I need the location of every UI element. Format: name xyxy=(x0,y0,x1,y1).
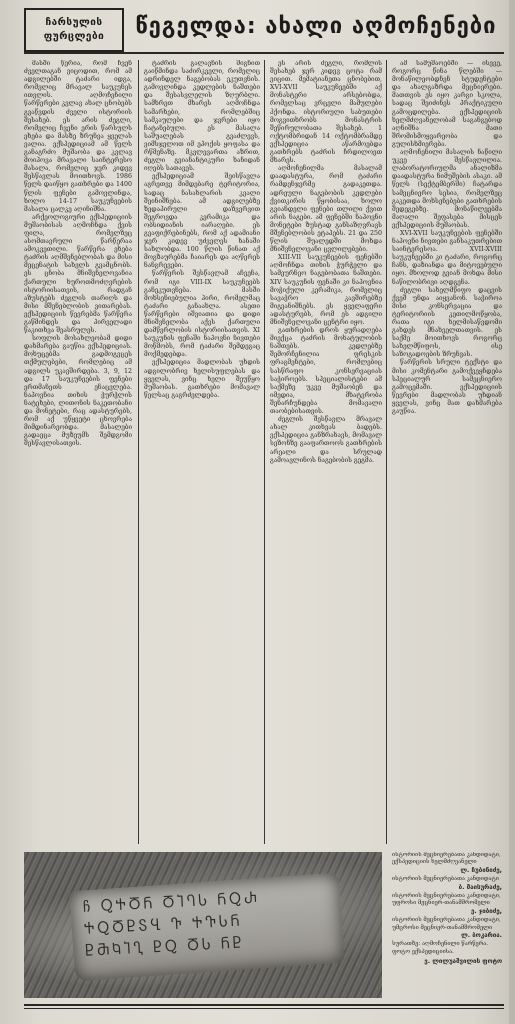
paragraph: ძეგლი სახელმწიფო დაცვის ქვეშ უნდა აიყვანონ. საჭიროა მისი კონსერვაცია და ტერიტორიის კეთილმოწყობა, რათა იგი ხელმისაწვდომი გახდეს მნახველთათვის. ეს საქმე მოითხოვს როგორც სახელმწიფოს, ისე საზოგადოების ზრუნვას. xyxy=(392,286,502,359)
article-column-2 xyxy=(144,60,260,844)
signature-name: ე. ჯიბიძე, xyxy=(470,907,502,915)
column-divider xyxy=(138,60,139,844)
article-column-4 xyxy=(392,60,502,844)
column-divider xyxy=(386,60,387,844)
signature xyxy=(392,893,502,915)
inscription-line: ჩ ႭႵႣႬ ႣႨႤႱ ႬႭႰ xyxy=(82,890,261,916)
paragraph: ექსპედიცია მადლობას უხდის ადგილობრივ ხელისუფლებას და ყველას, ვინც ხელი შეუწყო მუშაობას. გათხრები მომავალ წელსაც გაგრძელდება. xyxy=(144,359,260,399)
column-divider xyxy=(264,60,265,844)
signature-name: ლ. ჩუბინიძე, xyxy=(460,866,502,874)
footer-rule xyxy=(24,1004,504,1006)
paragraph: სოფლის მოსახლეობამ დიდი დახმარება გაუწია ექსპედიციას. მოხუცებმა გადმოგვცეს თქმულებები, რომლებიც ამ ადგილს უკავშირდება. 3, 9, 12 და 17 საუკუნეების ფენები ერთმანეთს ენაცვლება. ნაპოვნია თიხის ჭურჭლის ნატეხები, ლითონის ნაკეთობანი და მონეტები, რაც ადასტურებს, რომ აქ უწყვეტი ცხოვრება მიმდინარეობდა. მასალები გადაეცა მუზეუმს შემდგომი შესწავლისათვის. xyxy=(24,335,132,448)
signature-name: ბ. მაისურაძე, xyxy=(458,883,502,891)
paragraph: წარწერის შესწავლამ აჩვენა, რომ იგი VIII-IX საუკუნეებს განეკუთვნება. მასში მოხსენიებულია პირი, რომელმაც ტაძარი განაახლა. ასეთი წარწერები იშვიათია და დიდი მნიშვნელობა აქვს ქართული დამწერლობის ისტორიისათვის. XI საუკუნის ფენაში ნაპოვნი ნივთები მოწმობს, რომ ტაძარი შემდეგაც მოქმედებდა. xyxy=(144,270,260,359)
author-signatures xyxy=(392,852,502,1002)
paragraph: აღმოჩენილმა მასალამ დაადასტურა, რომ ტაძარი რამდენჯერმე გადაკეთდა. ადრეული ნაგებობის კედლები ქვითკირის წყობისაა, ხოლო გვიანდელი ფენები თლილი ქვით არის ნაგები. ამ ფენებში ნაპოვნი მონეტები ზუსტად განსაზღვრავს მშენებლობის ეტაპებს. 21 და 250 წლის შუალედში მოხდა მნიშვნელოვანი ცვლილებები. xyxy=(270,165,382,254)
photo-credit-name: ვ. ლილუაშვილის ფოტო xyxy=(424,958,502,966)
paragraph: ექსპედიციამ შეისწავლა აგრეთვე მიმდებარე ტერიტორია, სადაც ნასახლარის კვალი შეინიშნება. ამ ადგილებზე ზედაპირული დაზვერვით შეგროვდა კერამიკა და ობსიდიანის იარაღები. ეს გვაფიქრებინებს, რომ აქ ადამიანი ჯერ კიდევ უძველეს ხანაში სახლობდა. 100 წლის წინათ აქ მოგზაურებმა ჩაიარეს და აღწერეს ნანგრევები. xyxy=(144,173,260,270)
paragraph: ძეგლის შესწავლა მრავალ ახალ კითხვას ბადებს. ექსპედიცია განზრახავს, მომავალ სეზონზე გააფართოოს გათხრების არეალი და სრულად გამოავლინოს ნაგებობის გეგმა. xyxy=(270,416,382,464)
inscription-photo xyxy=(24,852,382,998)
article-headline: წეგელდა: ახალი აღმოჩენები xyxy=(135,13,497,39)
signature xyxy=(392,917,502,939)
photo-caption xyxy=(392,941,502,956)
footer-rule-thin xyxy=(24,1008,504,1009)
stone-inscription xyxy=(82,883,345,963)
signature xyxy=(392,876,502,891)
photo-credit xyxy=(392,958,502,965)
signature-title: ისტორიის მეცნიერებათა კანდიდატი, ექსპედიციის ხელმძღვანელი xyxy=(392,852,501,866)
paragraph: ტაძრის გალავნის შიგნით გაიწმინდა საძირკველი, რომელიც ადრინდელ ნაგებობას ეკუთვნის. გამოვლინდა კედლების ნაშთები და შესასვლელის ზღურბლი. სამხრეთ მხარეს აღმოჩნდა სამარხები, რომლებშიც სამკაულები და ჯვრები იყო ჩატანებული. ეს მასალა საშუალებას გვაძლევს, ვიმსჯელოთ იმ ეპოქის ყოფასა და რწმენაზე. მკვლევართა აზრით, ძეგლი გვიანანტიკური ხანიდან იღებს სათავეს. xyxy=(144,60,260,173)
article-column-3 xyxy=(270,60,382,844)
inscription-line: ႲႫႩႨႢ ႲႭ ႣႱ ႬႲ xyxy=(84,935,245,960)
section-rubric xyxy=(24,8,124,52)
paragraph: ეს არის ძეგლი, რომლის შესახებ ჯერ კიდევ ცოტა რამ ვიცით. მემატიანეთა ცნობებით, XVI-XVII საუკუნეებში აქ მონასტერი არსებობდა, რომელსაც ვრცელი მამულები ჰქონდა. ისტორიული საბუთები მოგვითხრობს მონასტრის შეწირულობათა შესახებ. 1 ოქტომბრიდან 14 ოქტომბრამდე ექსპედიცია აწარმოებდა გათხრებს ტაძრის ჩრდილოეთ მხარეს. xyxy=(270,60,382,165)
paragraph: XIII-VII საუკუნეების ფენებში აღმოჩნდა თიხის ჭურჭელი და სამეურნეო ნაგებობათა ნაშთები. XIV საუკუნის ფენაში კი ნაპოვნია მოჭიქული კერამიკა, რომელიც სავაჭრო კავშირებზე მიგვანიშნებს. ეს ყველაფერი ადასტურებს, რომ ეს ადგილი მნიშვნელოვანი ცენტრი იყო. xyxy=(270,254,382,326)
page-edge xyxy=(509,0,515,1024)
paragraph: მასში წერია, რომ ჩვენ ძველთაგან ვიცოდით, რომ ამ ადგილებში ტაძარი იდგა, რომელიც მრავალ საუკუნეს ითვლის. აღმოჩენილი წარწერები კვლავ ახალ ცნობებს გვაწვდის ძველი ისტორიის შესახებ. ეს არის ძეგლი, რომელიც ჩვენი ერის წარსულს ეხება და მასზე ზრუნვა ყველას ვალია. ექსპედიციამ ამ წელს განაგრძო მუშაობა და კვლავ მოიპოვა მრავალი საინტერესო მასალა, რომელიც ჯერ კიდევ შესწავლას მოითხოვს. 1986 წელს დაიწყო გათხრები და 1400 წლის ფენები გამოვლინდა, ხოლო 14-17 საუკუნეების მასალა ცალკე აღინიშნა. xyxy=(24,60,132,213)
header-rule xyxy=(24,52,504,54)
paragraph: წარწერის სრული ტექსტი და მისი კომენტარი გამოქვეყნდება სპეციალურ სამეცნიერო გამოცემაში. ექსპედიციის წევრები მადლობას უხდიან ყველას, ვინც მათ დახმარება გაუწია. xyxy=(392,359,502,416)
paragraph: გათხრების დროს ყურადღება მიექცა ტაძრის მოხატულობის ნაშთებს. კედლებზე შემორჩენილია ფრესკის ფრაგმენტები, რომლებიც სასწრაფო კონსერვაციას საჭიროებს. სპეციალისტები ამ საქმეზე უკვე მუშაობენ და იმედია, მხატვრობა შენარჩუნდება მომავალი თაობებისათვის. xyxy=(270,327,382,416)
paragraph: ამ სამუშაოებში — ისევე, როგორც წინა წლებში — მონაწილეობდნენ სტუდენტები და ახალგაზრდა მეცნიერები. მათთვის ეს იყო კარგი სკოლა, სადაც შეიძინეს პრაქტიკული გამოცდილება. ექსპედიციის ხელმძღვანელობამ საგანგებოდ აღნიშნა მათი შრომისმოყვარეობა და გულისხმიერება. xyxy=(392,60,502,148)
signature-title: ისტორიის მეცნიერებათა კანდიდატი, უფროსი მეცნიერ-თანამშრომელი xyxy=(392,893,501,907)
signature-name: ლ. ბოკარია. xyxy=(461,932,502,940)
signature xyxy=(392,852,502,874)
article-column-1 xyxy=(24,60,132,846)
rubric-line-2: ფურცლები xyxy=(43,31,105,42)
signature-title: ისტორიის მეცნიერებათა კანდიდატი xyxy=(392,876,499,883)
rubric-line-1: ჩარსულის xyxy=(45,17,103,28)
paragraph: არქეოლოგიური ექსპედიციის მუშაობისას აღმოჩნდა ქვის ფილა, რომელზეც ასომთავრული წარწერაა ამოკვეთილი. წარწერა ეხება ტაძრის აღმშენებლობას და მისი მეცენატის სახელს გვამცნობს. ეს ცნობა მნიშვნელოვანია ქართული ხუროთმოძღვრების ისტორიისათვის, რადგან აზუსტებს ძეგლის თარიღს და მისი მშენებლობის ვითარებას. ექსპედიციის წევრებმა წარწერა გაწმინდეს და პირველადი წაკითხვა შეასრულეს. xyxy=(24,213,132,335)
caption-text: სურათზე: აღმოჩენილი წარწერა. ფოტო ექსპედიციისა. xyxy=(392,941,489,955)
paragraph: XVI-XVII საუკუნეების ფენებში ნაპოვნი ნივთები განსაკუთრებით საინტერესოა. XVII-XVIII საუკუნეებში კი ტაძარი, როგორც ჩანს, დაზიანდა და მიტოვებული იყო. მხოლოდ გვიან მოხდა მისი ნაწილობრივი აღდგენა. xyxy=(392,229,502,286)
paragraph: აღმოჩენილი მასალის ნაწილი უკვე შესწავლილია. ლაბორატორიულმა ანალიზმა დაადასტურა ნიმუშების ასაკი. ამ წელს (სექტემბერში) ჩატარდა სამეცნიერო სესია, რომელზეც გაკეთდა მოხსენებები გათხრების შედეგებზე. მონაწილეებმა მაღალი შეფასება მისცეს ექსპედიციის მუშაობას. xyxy=(392,149,502,229)
signature-title: ისტორიის მეცნიერებათა კანდიდატი, უმცროსი მეცნიერ-თანამშრომელი xyxy=(392,917,501,931)
inscription-line: ႵႭႣႲႽႡ Ⴅ ႵႥႱႬ xyxy=(83,913,243,938)
